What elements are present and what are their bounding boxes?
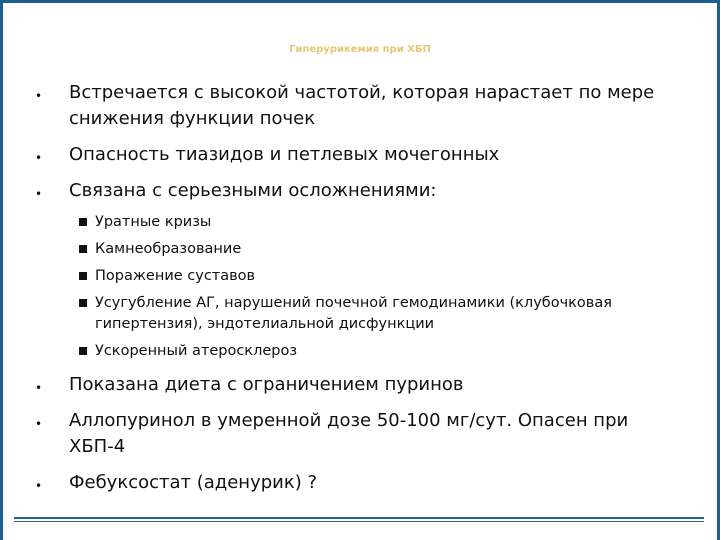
bullet-dot-icon: • [35, 381, 43, 395]
footer-line-primary [14, 517, 704, 519]
bullet-dot-icon: • [35, 151, 43, 165]
bullet-dot-icon: • [35, 89, 43, 103]
slide-title: Гиперурикемия при ХБП [289, 44, 431, 55]
sub-bullet-item [79, 239, 685, 260]
square-bullet-icon [79, 347, 87, 355]
sub-bullet-text: Камнеобразование [95, 241, 242, 257]
square-bullet-icon [79, 245, 87, 253]
footer-line-secondary [14, 521, 704, 522]
bullet-item [35, 142, 685, 168]
square-bullet-icon [79, 218, 87, 226]
sub-bullet-item [79, 212, 685, 233]
bullet-text: Опасность тиазидов и петлевых мочегонных [69, 144, 500, 165]
bullet-dot-icon: • [35, 187, 43, 201]
bullet-dot-icon: • [35, 417, 43, 431]
sub-bullet-text: Уратные кризы [95, 214, 212, 230]
bullet-item [35, 372, 685, 398]
bullet-item [35, 470, 685, 496]
bullet-text: Показана диета с ограничением пуринов [69, 374, 464, 395]
square-bullet-icon [79, 272, 87, 280]
sub-bullet-list [35, 212, 685, 362]
bullet-text: Связана с серьезными осложнениями: [69, 180, 437, 201]
sub-bullet-item [79, 293, 685, 335]
left-accent-bar [0, 0, 3, 540]
sub-bullet-item [79, 266, 685, 287]
bullet-text: Встречается с высокой частотой, которая нарастает по мере снижения функции почек [69, 82, 655, 129]
sub-bullet-text: Усугубление АГ, нарушений почечной гемодинамики (клубочковая гипертензия), эндотелиальной дисфункции [95, 295, 612, 332]
bullet-item [35, 408, 685, 460]
bullet-text: Фебуксостат (аденурик) ? [69, 472, 318, 493]
bullet-text: Аллопуринол в умеренной дозе 50-100 мг/сут. Опасен при ХБП-4 [69, 410, 629, 457]
sub-bullet-text: Ускоренный атеросклероз [95, 343, 298, 359]
bullet-item [35, 80, 685, 132]
bullet-item [35, 178, 685, 204]
slide-content [35, 80, 685, 506]
sub-bullet-text: Поражение суставов [95, 268, 256, 284]
bullet-dot-icon: • [35, 479, 43, 493]
square-bullet-icon [79, 299, 87, 307]
footer-double-line [14, 517, 704, 522]
top-accent-line [0, 0, 720, 3]
sub-bullet-item [79, 341, 685, 362]
